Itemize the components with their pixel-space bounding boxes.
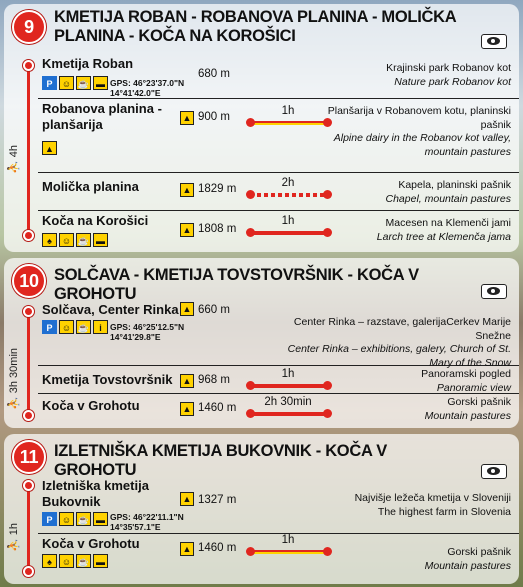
stop-name: Robanova planina - planšarija xyxy=(42,101,162,132)
cafe-icon: ☕ xyxy=(76,320,91,334)
mountain-icon: ▲ xyxy=(180,374,194,388)
altitude: 1808 m xyxy=(198,223,237,235)
stop-row xyxy=(38,394,519,428)
cafe-icon: ☕ xyxy=(76,554,91,568)
hiker-icon: ⛹ xyxy=(8,535,20,552)
mountain-icon: ▲ xyxy=(180,402,194,416)
mountain-icon: ▲ xyxy=(180,183,194,197)
route-header xyxy=(4,4,519,48)
info-icon: i xyxy=(93,320,108,334)
cafe-icon: ☕ xyxy=(76,512,91,526)
stop-description: Macesen na Klemenči jami Larch tree at Klemenča jama xyxy=(376,217,511,243)
gps-coordinates: GPS: 46°23'37.0"N 14°41'42.0"E xyxy=(110,78,185,98)
gps-coordinates: GPS: 46°25'12.5"N 14°41'29.8"E xyxy=(110,322,185,342)
altitude: 1460 m xyxy=(198,542,237,554)
food-icon: ☺ xyxy=(59,233,74,247)
route-section-10 xyxy=(4,258,519,428)
stop-description: Panoramski pogled Panoramic view xyxy=(421,368,511,394)
food-icon: ☺ xyxy=(59,512,74,526)
stop-description: Center Rinka – razstave, galerijaCerkev Marije Snežne Center Rinka – exhibitions, galery, Church of St. Mary of the Snow xyxy=(287,316,511,369)
stop-description: Gorski pašnik Mountain pastures xyxy=(424,396,511,422)
route-start-dot xyxy=(23,480,34,491)
route-title: SOLČAVA - KMETIJA TOVSTOVRŠNIK - KOČA V GROHOTU xyxy=(54,266,419,303)
stop-description: Krajinski park Robanov kot Nature park Robanov kot xyxy=(386,62,511,88)
route-header xyxy=(4,434,519,479)
route-start-dot xyxy=(23,60,34,71)
mountain-icon: ▲ xyxy=(180,542,194,556)
amenity-icons xyxy=(42,512,108,526)
route-title: KMETIJA ROBAN - ROBANOVA PLANINA - MOLIČKA PLANINA - KOČA NA KOROŠICI xyxy=(54,8,456,45)
parking-icon: P xyxy=(42,76,57,90)
hiker-icon: ⛹ xyxy=(8,157,20,174)
eye-icon[interactable] xyxy=(481,284,507,299)
food-icon: ☺ xyxy=(59,76,74,90)
stop-description: Gorski pašnik Mountain pastures xyxy=(424,546,511,572)
route-section-9 xyxy=(4,4,519,252)
stop-row xyxy=(38,54,519,99)
mountain-icon: ▲ xyxy=(180,111,194,125)
route-header xyxy=(4,258,519,303)
amenity-icons xyxy=(42,320,108,334)
stop-row xyxy=(38,476,519,534)
amenity-icons xyxy=(42,554,108,568)
duration: 1h xyxy=(281,534,295,546)
route-number: 11 xyxy=(12,440,46,474)
route-total-time: ⛹ 3h 30min xyxy=(8,347,20,410)
stop-row xyxy=(38,173,519,211)
amenity-icons xyxy=(42,76,108,90)
altitude: 680 m xyxy=(198,68,230,80)
stop-row xyxy=(38,99,519,173)
stop-name: Koča v Grohotu xyxy=(42,536,140,551)
route-number: 9 xyxy=(12,10,46,44)
route-line xyxy=(27,62,30,238)
playground-icon: ♠ xyxy=(42,554,57,568)
altitude: 1460 m xyxy=(198,402,237,414)
altitude: 1327 m xyxy=(198,494,237,506)
mountain-icon: ▲ xyxy=(42,141,57,155)
stop-description: Kapela, planinski pašnik Chapel, mountain pastures xyxy=(385,179,511,205)
stop-row xyxy=(38,300,519,369)
cafe-icon: ☕ xyxy=(76,76,91,90)
mountain-icon: ▲ xyxy=(180,223,194,237)
food-icon: ☺ xyxy=(59,554,74,568)
duration: 1h xyxy=(281,215,295,227)
route-end-dot xyxy=(23,230,34,241)
stop-row xyxy=(38,211,519,252)
route-start-dot xyxy=(23,306,34,317)
hiker-icon: ⛹ xyxy=(8,393,20,410)
mountain-icon: ▲ xyxy=(180,492,194,506)
duration: 2h xyxy=(281,177,295,189)
stop-name: Kmetija Roban xyxy=(42,56,134,71)
amenity-icons xyxy=(42,233,108,247)
mountain-icon: ▲ xyxy=(180,302,194,316)
route-end-dot xyxy=(23,566,34,577)
altitude: 900 m xyxy=(198,111,230,123)
stop-name: Kmetija Tovstovršnik xyxy=(42,372,173,387)
stop-description: Planšarija v Robanovem kotu, planinski pašnik Alpine dairy in the Robanov kot valley, mountain pastures xyxy=(327,105,511,158)
duration: 1h xyxy=(281,105,295,117)
altitude: 968 m xyxy=(198,374,230,386)
route-number: 10 xyxy=(12,264,46,298)
route-line xyxy=(27,310,30,418)
bed-icon: ▬ xyxy=(93,76,108,90)
gps-coordinates: GPS: 46°22'11.1"N 14°35'57.1"E xyxy=(110,512,184,532)
stop-name: Solčava, Center Rinka xyxy=(42,302,179,317)
cafe-icon: ☕ xyxy=(76,233,91,247)
route-total-time: ⛹ 1h xyxy=(8,522,20,552)
route-total-time: ⛹ 4h xyxy=(8,144,20,174)
playground-icon: ♠ xyxy=(42,233,57,247)
stop-name: Koča na Korošici xyxy=(42,213,149,228)
parking-icon: P xyxy=(42,512,57,526)
parking-icon: P xyxy=(42,320,57,334)
stop-name: Koča v Grohotu xyxy=(42,398,140,413)
stop-row xyxy=(38,366,519,394)
amenity-icons xyxy=(42,141,57,155)
food-icon: ☺ xyxy=(59,320,74,334)
eye-icon[interactable] xyxy=(481,34,507,49)
route-line xyxy=(27,484,30,574)
stop-name: Molička planina xyxy=(42,179,139,194)
bed-icon: ▬ xyxy=(93,554,108,568)
altitude: 660 m xyxy=(198,304,230,316)
stop-description: Najvišje ležeča kmetija v Sloveniji The highest farm in Slovenia xyxy=(354,492,511,518)
bed-icon: ▬ xyxy=(93,233,108,247)
duration: 1h xyxy=(281,368,295,380)
altitude: 1829 m xyxy=(198,183,237,195)
route-title: IZLETNIŠKA KMETIJA BUKOVNIK - KOČA V GROHOTU xyxy=(54,442,387,479)
route-section-11 xyxy=(4,434,519,584)
duration: 2h 30min xyxy=(264,396,312,408)
stop-row xyxy=(38,534,519,582)
bed-icon: ▬ xyxy=(93,512,108,526)
route-end-dot xyxy=(23,410,34,421)
stop-name: Izletniška kmetija Bukovnik xyxy=(42,478,149,509)
